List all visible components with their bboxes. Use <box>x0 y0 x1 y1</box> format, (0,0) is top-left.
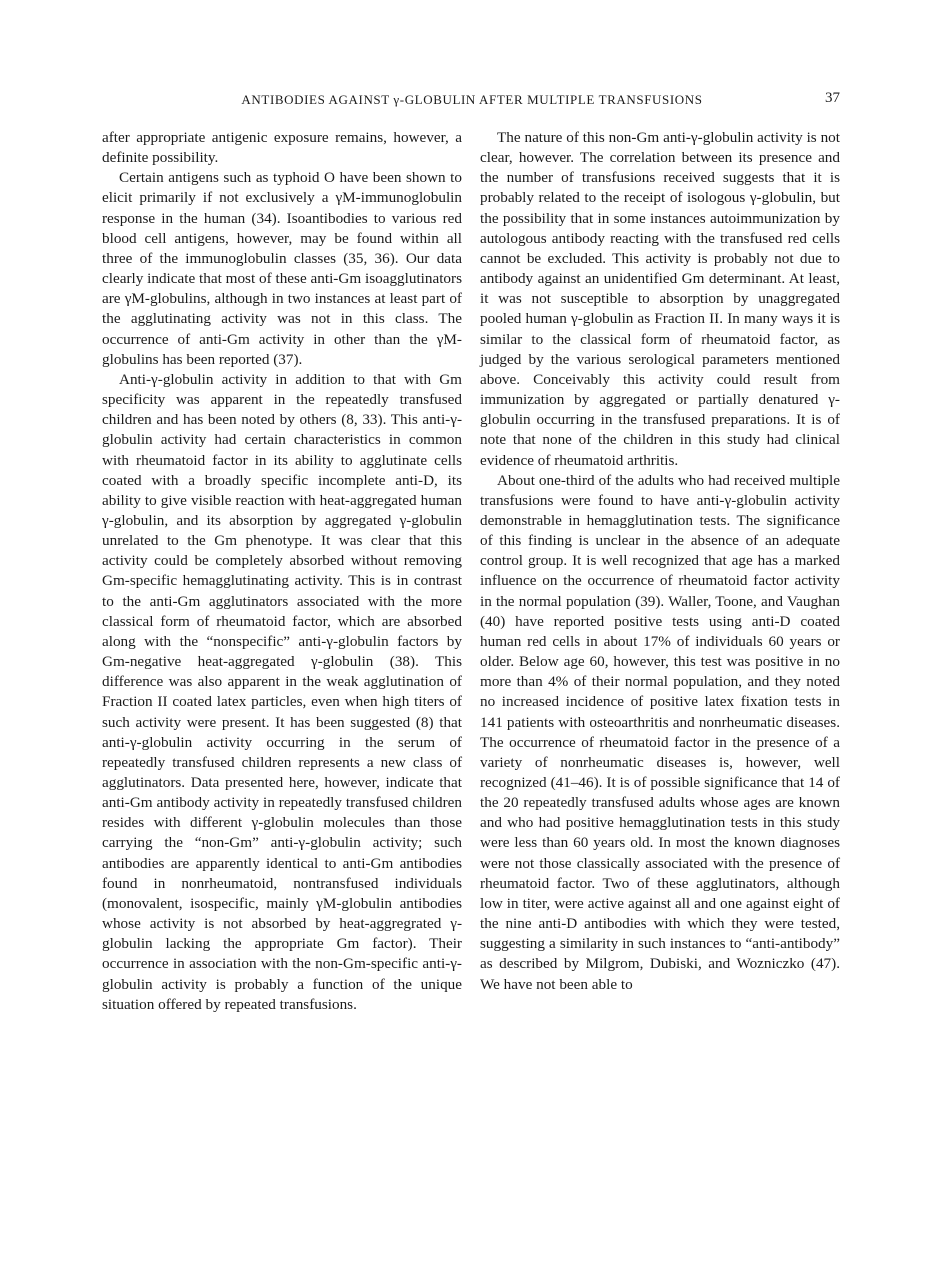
page-number: 37 <box>825 90 840 106</box>
running-title: ANTIBODIES AGAINST γ-GLOBULIN AFTER MULTIPLE TRANSFUSIONS <box>241 92 703 107</box>
right-column <box>480 128 840 995</box>
left-column <box>102 128 462 1015</box>
paragraph: Anti-γ-globulin activity in addition to that with Gm specificity was apparent in the repeatedly transfused children and has been noted by others (8, 33). This anti-γ-globulin activity had certain characteristics in common with rheumatoid factor in its ability to agglutinate cells coated with a broadly specific incomplete anti-D, its ability to give visible reaction with heat-aggregated human γ-globulin, and its absorption by aggregated γ-globulin unrelated to the Gm phenotype. It was clear that this activity could be completely absorbed without removing Gm-specific hemagglutinating activity. This is in contrast to the anti-Gm agglutinators associated with the more classical form of rheumatoid factor, which are absorbed along with the “nonspecific” anti-γ-globulin factors by Gm-negative heat-aggregated γ-globulin (38). This difference was also apparent in the weak agglutination of Fraction II coated latex particles, even when high titers of such activity were present. It has been suggested (8) that anti-γ-globulin activity occurring in the serum of repeatedly transfused children represents a new class of agglutinators. Data presented here, however, indicate that anti-Gm antibody activity in repeatedly transfused children resides with different γ-globulin molecules than those carrying the “non-Gm” anti-γ-globulin activity; such antibodies are apparently identical to anti-Gm antibodies found in nonrheumatoid, nontransfused individuals (monovalent, isospecific, mainly γM-globulin antibodies whose activity is not absorbed by heat-aggregrated γ-globulin lacking the appropriate Gm factor). Their occurrence in association with the non-Gm-specific anti-γ-globulin activity is probably a function of the unique situation offered by repeated transfusions. <box>102 370 462 1013</box>
paragraph: Certain antigens such as typhoid O have been shown to elicit primarily if not exclusively a γM-immunoglobulin response in the human (34). Isoantibodies to various red blood cell antigens, however, may be found within all three of the immunoglobulin classes (35, 36). Our data clearly indicate that most of these anti-Gm isoagglutinators are γM-globulins, although in two instances at least part of the agglutinating activity was not in this class. The occurrence of anti-Gm activity in other than the γM-globulins has been reported (37). <box>102 169 462 368</box>
paragraph: The nature of this non-Gm anti-γ-globulin activity is not clear, however. The correlation between its presence and the number of transfusions received suggests that it is probably related to the receipt of isologous γ-globulin, but the possibility that in some instances autoimmunization by autologous antibody reacting with the transfused red cells cannot be excluded. This activity is probably not due to antibody against an unidentified Gm determinant. At least, it was not susceptible to absorption by unaggregated pooled human γ-globulin as Fraction II. In many ways it is similar to the classical form of rheumatoid factor, as judged by the various serological parameters mentioned above. Conceivably this activity could result from immunization by aggregated or partially denatured γ-globulin occurring in the transfused preparations. It is of note that none of the children in this study had clinical evidence of rheumatoid arthritis. <box>480 129 840 469</box>
paragraph: after appropriate antigenic exposure remains, however, a definite possibility. <box>102 129 462 167</box>
running-header <box>100 92 844 112</box>
paragraph: About one-third of the adults who had received multiple transfusions were found to have anti-γ-globulin activity demonstrable in hemagglutination tests. The significance of this finding is unclear in the absence of an adequate control group. It is well recognized that age has a marked influence on the occurrence of rheumatoid factor activity in the normal population (39). Waller, Toone, and Vaughan (40) have reported positive tests using anti-D coated human red cells in about 17% of individuals 60 years or older. Below age 60, however, this test was positive in no more than 4% of their normal population, and they noted no increased incidence of positive latex fixation tests in 141 patients with osteoarthritis and nonrheumatic diseases. The occurrence of rheumatoid factor in the presence of a variety of nonrheumatic diseases is, however, well recognized (41–46). It is of possible significance that 14 of the 20 repeatedly transfused adults whose ages are known and who had positive hemagglutination tests in this study were less than 60 years old. In most the known diagnoses were not those classically associated with the presence of rheumatoid factor. Two of these agglutinators, although low in titer, were active against all and one against eight of the nine anti-D antibodies with which they were tested, suggesting a similarity in such instances to “anti-antibody” as described by Milgrom, Dubiski, and Wozniczko (47). We have not been able to <box>480 471 840 993</box>
